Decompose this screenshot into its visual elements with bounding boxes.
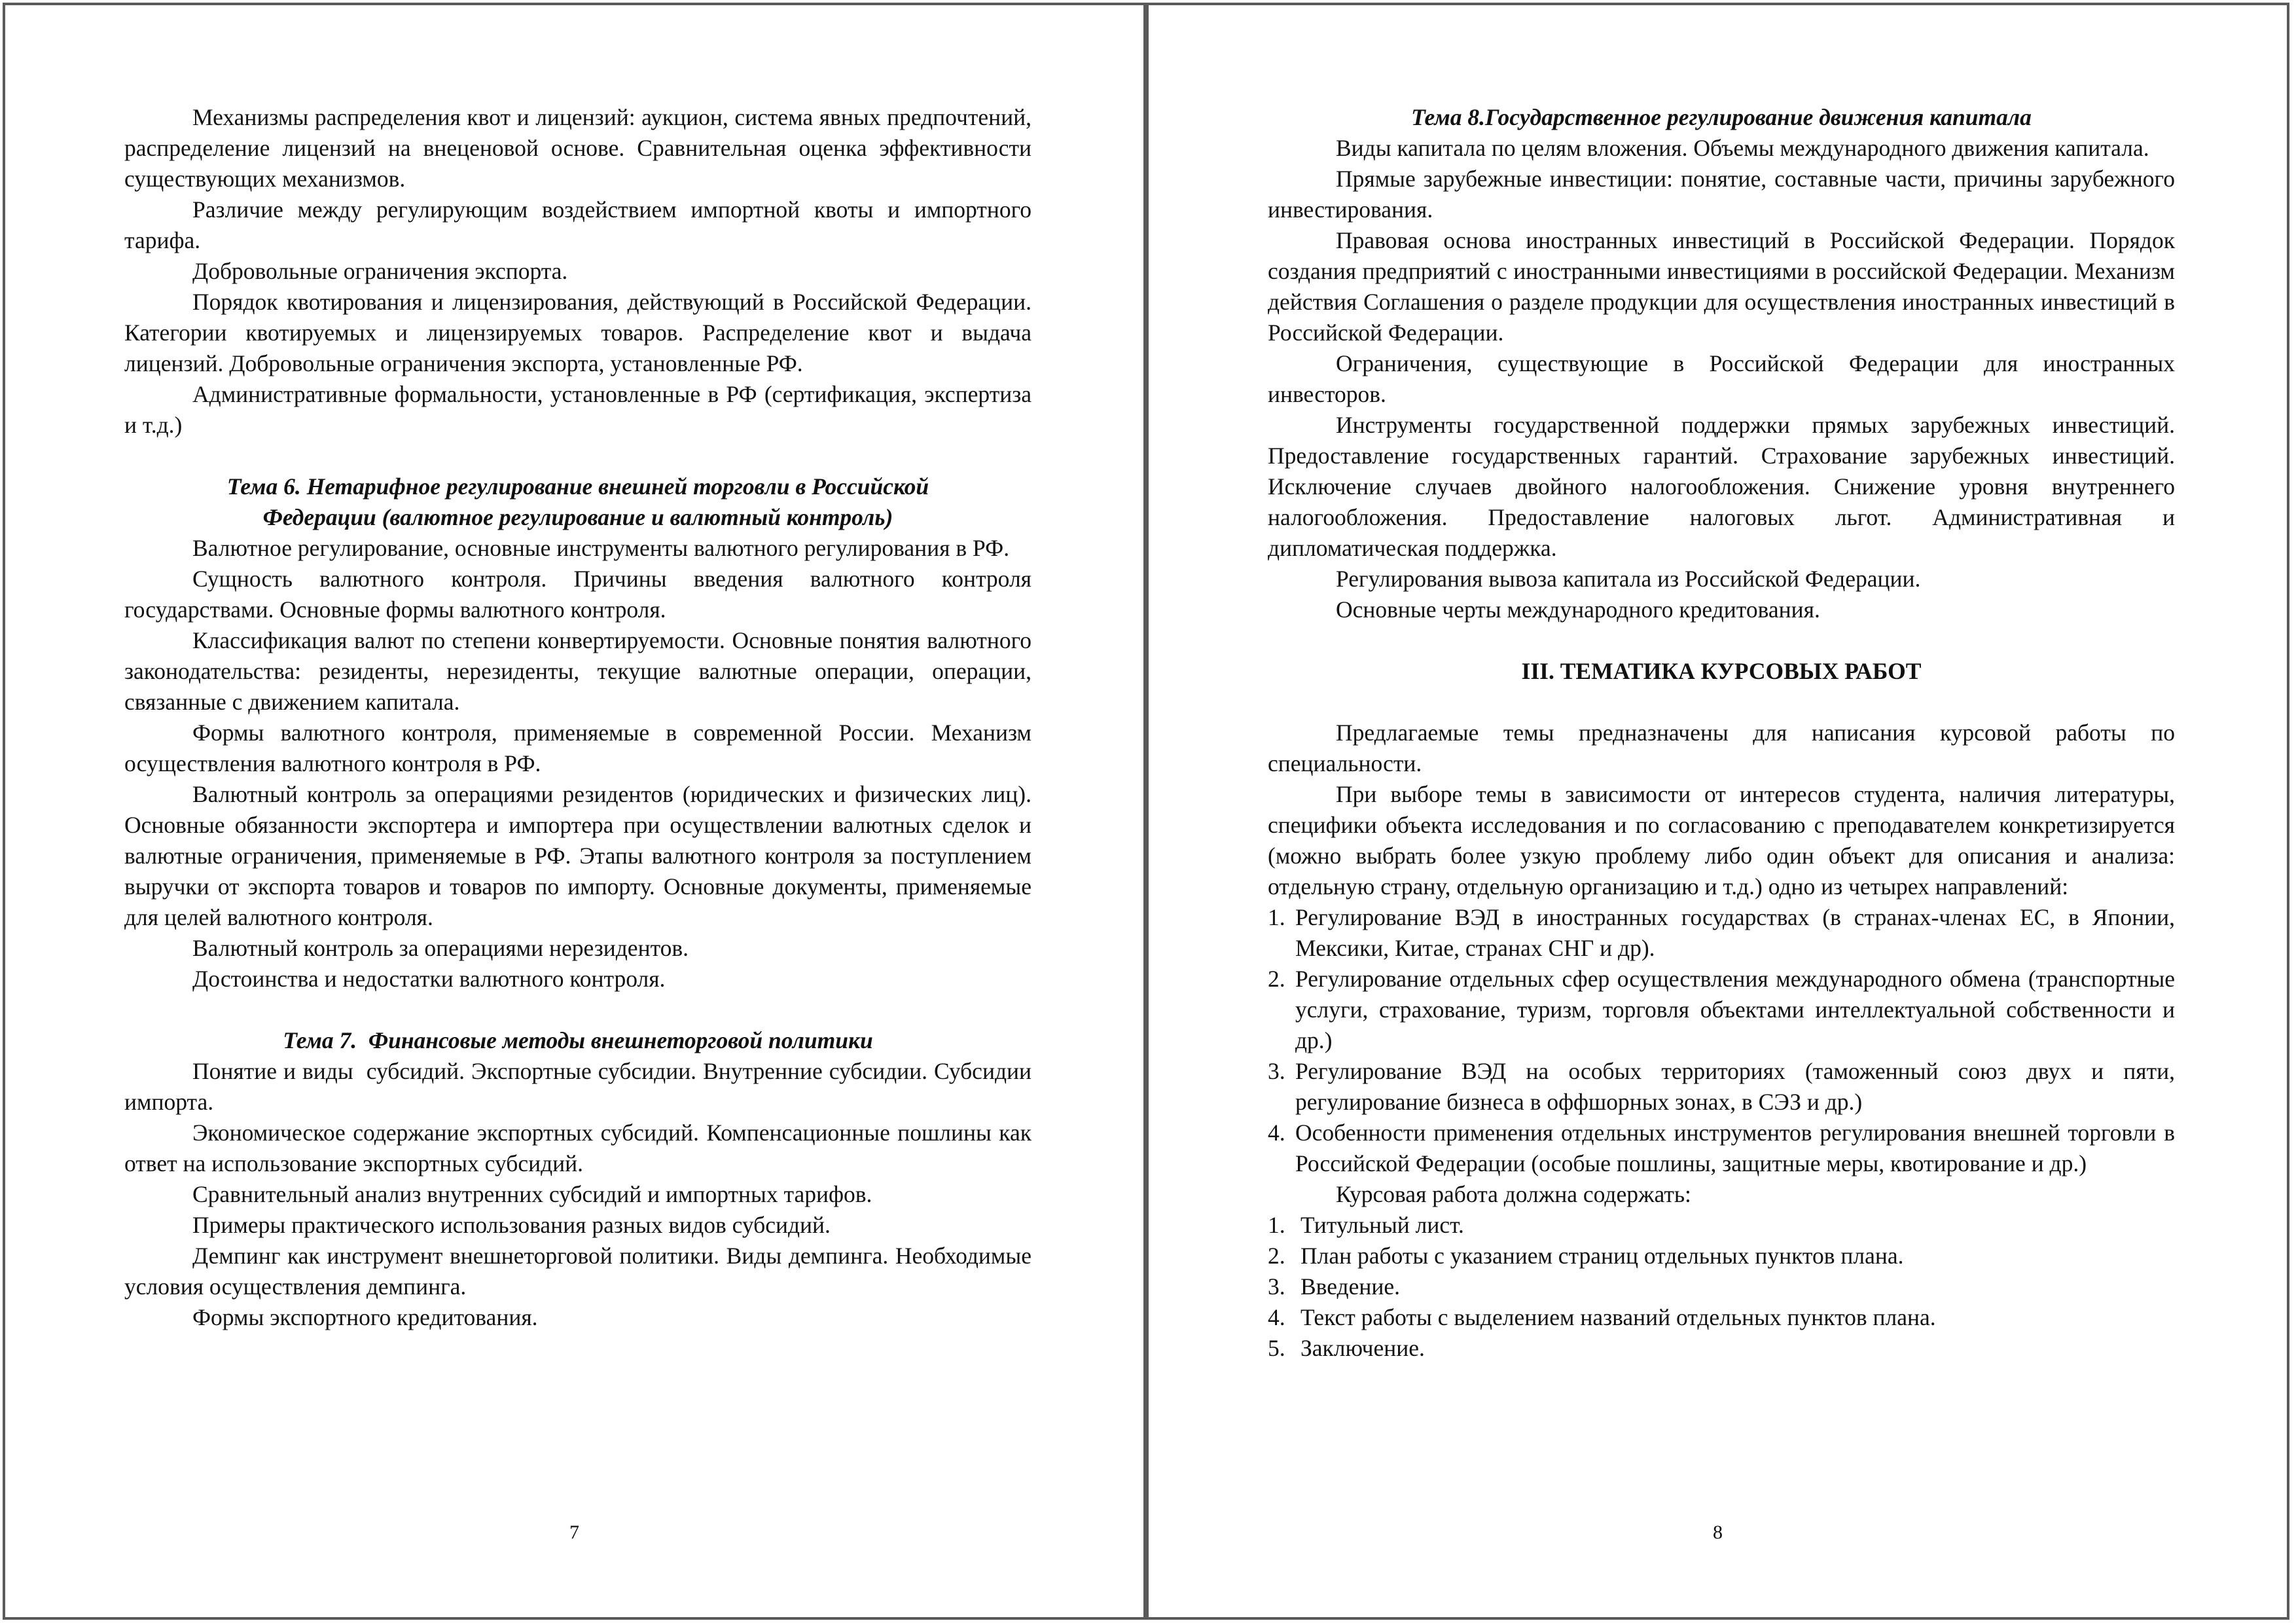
paragraph: При выборе темы в зависимости от интересов студента, наличия литературы, специфики объекта исследования и по согласованию с преподавателем конкретизируется (можно выбрать более узкую проблему либо один объект для описания и анализа: отдельную страну, отдельную организацию и т.д.) одно из четырех направлений: bbox=[1268, 781, 2175, 900]
paragraph: Сущность валютного контроля. Причины введения валютного контроля государствами. Основные формы валютного контроля. bbox=[124, 566, 1031, 623]
paragraph: Правовая основа иностранных инвестиций в Российской Федерации. Порядок создания предприятий с иностранными инвестициями в российской Федерации. Механизм действия Соглашения о разделе продукции для осуществления иностранных инвестиций в Российской Федерации. bbox=[1268, 227, 2175, 346]
list-item bbox=[1268, 1210, 2175, 1241]
left-page bbox=[3, 3, 1146, 1620]
theme-8-title: Тема 8.Государственное регулирование движения капитала bbox=[1411, 104, 2032, 130]
paragraph: Демпинг как инструмент внешнеторговой политики. Виды демпинга. Необходимые условия осуществления демпинга. bbox=[124, 1243, 1031, 1300]
paragraph: Формы экспортного кредитования. bbox=[192, 1304, 538, 1330]
paragraph: Классификация валют по степени конвертируемости. Основные понятия валютного законодательства: резиденты, нерезиденты, текущие валютные операции, операции, связанные с движением капитала. bbox=[124, 627, 1031, 715]
list-marker: 1. bbox=[1268, 904, 1285, 930]
list-item bbox=[1268, 1056, 2175, 1118]
paragraph: Формы валютного контроля, применяемые в современной России. Механизм осуществления валютного контроля в РФ. bbox=[124, 720, 1031, 776]
paragraph: Виды капитала по целям вложения. Объемы международного движения капитала. bbox=[1336, 135, 2149, 161]
page-number: 7 bbox=[569, 1522, 579, 1543]
list-item-text: План работы с указанием страниц отдельных пунктов плана. bbox=[1300, 1243, 1904, 1269]
list-marker: 3. bbox=[1268, 1273, 1285, 1300]
list-item bbox=[1268, 902, 2175, 964]
paragraph: Прямые зарубежные инвестиции: понятие, составные части, причины зарубежного инвестирования. bbox=[1268, 166, 2175, 223]
list-marker: 3. bbox=[1268, 1058, 1285, 1084]
right-page bbox=[1146, 3, 2289, 1620]
paragraph: Регулирования вывоза капитала из Российской Федерации. bbox=[1336, 566, 1921, 592]
list-marker: 4. bbox=[1268, 1120, 1285, 1146]
list-marker: 5. bbox=[1268, 1335, 1285, 1361]
paragraph: Ограничения, существующие в Российской Федерации для иностранных инвесторов. bbox=[1268, 350, 2175, 407]
paragraph: Примеры практического использования разных видов субсидий. bbox=[192, 1212, 831, 1238]
left-page-text bbox=[124, 102, 1037, 1333]
list-item bbox=[1268, 1333, 2175, 1364]
paragraph: Валютный контроль за операциями резидентов (юридических и физических лиц). Основные обязанности экспортера и импортера при осуществлении валютных сделок и валютные ограничения, применяемые в РФ. Этапы валютного контроля за поступлением выручки от экспорта товаров и товаров по импорту. Основные документы, применяемые для целей валютного контроля. bbox=[124, 781, 1031, 930]
section-title: III. ТЕМАТИКА КУРСОВЫХ РАБОТ bbox=[1521, 658, 1922, 684]
paragraph: Инструменты государственной поддержки прямых зарубежных инвестиций. Предоставление государственных гарантий. Страхование зарубежных инвестиций. Исключение случаев двойного налогообложения. Снижение уровня внутреннего налогообложения. Предоставление налоговых льгот. Административная и дипломатическая поддержка. bbox=[1268, 412, 2175, 561]
list-item bbox=[1268, 1271, 2175, 1302]
paragraph: Добровольные ограничения экспорта. bbox=[192, 258, 568, 284]
paragraph: Административные формальности, установленные в РФ (сертификация, экспертиза и т.д.) bbox=[124, 381, 1031, 438]
list-marker: 4. bbox=[1268, 1304, 1285, 1330]
theme-7-title: Тема 7. Финансовые методы внешнеторговой политики bbox=[283, 1027, 873, 1053]
list-item bbox=[1268, 964, 2175, 1056]
paragraph: Экономическое содержание экспортных субсидий. Компенсационные пошлины как ответ на использование экспортных субсидий. bbox=[124, 1120, 1031, 1176]
directions-list bbox=[1268, 902, 2175, 1179]
paragraph: Достоинства и недостатки валютного контроля. bbox=[192, 966, 666, 992]
list-item-text: Регулирование ВЭД в иностранных государствах (в странах-членах ЕС, в Японии, Мексики, Китае, странах СНГ и др). bbox=[1295, 904, 2175, 961]
contents-intro: Курсовая работа должна содержать: bbox=[1336, 1181, 1691, 1207]
theme-6-title-line-1: Тема 6. Нетарифное регулирование внешней торговли в Российской bbox=[226, 473, 929, 500]
list-item-text: Регулирование отдельных сфер осуществления международного обмена (транспортные услуги, страхование, туризм, торговля объектами интеллектуальной собственности и др.) bbox=[1295, 966, 2175, 1053]
contents-list bbox=[1268, 1210, 2175, 1364]
list-marker: 2. bbox=[1268, 1243, 1285, 1269]
page-number: 8 bbox=[1713, 1522, 1723, 1543]
list-item bbox=[1268, 1241, 2175, 1271]
paragraph: Валютный контроль за операциями нерезидентов. bbox=[192, 935, 689, 961]
list-item-text: Особенности применения отдельных инструментов регулирования внешней торговли в Российской Федерации (особые пошлины, защитные меры, квотирование и др.) bbox=[1295, 1120, 2175, 1176]
paragraph: Основные черты международного кредитования. bbox=[1336, 596, 1820, 623]
list-marker: 1. bbox=[1268, 1212, 1285, 1238]
paragraph: Понятие и виды субсидий. Экспортные субсидии. Внутренние субсидии. Субсидии импорта. bbox=[124, 1058, 1037, 1115]
right-page-text bbox=[1268, 102, 2175, 1364]
list-item-text: Введение. bbox=[1300, 1273, 1400, 1300]
list-item bbox=[1268, 1118, 2175, 1179]
list-item-text: Регулирование ВЭД на особых территориях (таможенный союз двух и пяти, регулирование бизнеса в оффшорных зонах, в СЭЗ и др.) bbox=[1295, 1058, 2175, 1115]
list-marker: 2. bbox=[1268, 966, 1285, 992]
theme-6-title-line-2: Федерации (валютное регулирование и валютный контроль) bbox=[262, 504, 893, 530]
list-item bbox=[1268, 1302, 2175, 1333]
paragraph: Порядок квотирования и лицензирования, действующий в Российской Федерации. Категории квотируемых и лицензируемых товаров. Распределение квот и выдача лицензий. Добровольные ограничения экспорта, установленные РФ. bbox=[124, 289, 1031, 376]
paragraph: Механизмы распределения квот и лицензий: аукцион, система явных предпочтений, распределение лицензий на внеценовой основе. Сравнительная оценка эффективности существующих механизмов. bbox=[124, 104, 1031, 192]
paragraph: Сравнительный анализ внутренних субсидий и импортных тарифов. bbox=[192, 1181, 872, 1207]
paragraph: Предлагаемые темы предназначены для написания курсовой работы по специальности. bbox=[1268, 720, 2175, 776]
paragraph: Валютное регулирование, основные инструменты валютного регулирования в РФ. bbox=[192, 535, 1010, 561]
list-item-text: Титульный лист. bbox=[1300, 1212, 1464, 1238]
paragraph: Различие между регулирующим воздействием импортной квоты и импортного тарифа. bbox=[124, 196, 1031, 253]
list-item-text: Текст работы с выделением названий отдельных пунктов плана. bbox=[1300, 1304, 1936, 1330]
list-item-text: Заключение. bbox=[1300, 1335, 1425, 1361]
